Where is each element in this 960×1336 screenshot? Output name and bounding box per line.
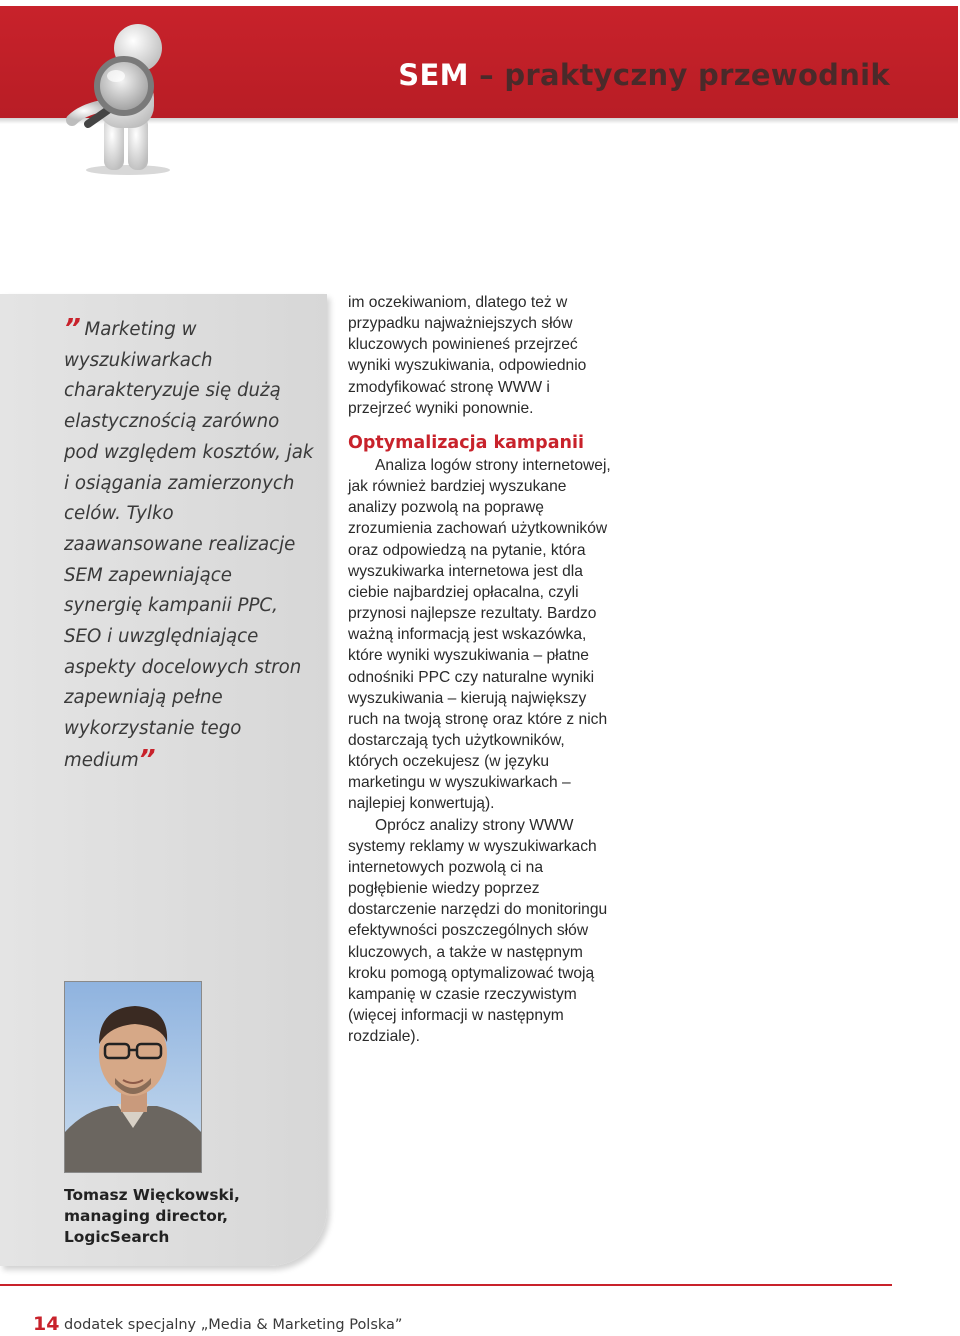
quote-open-icon: ” (64, 314, 79, 344)
quote-close-icon: ” (138, 744, 154, 775)
section-heading: Optymalizacja kampanii (348, 432, 584, 453)
author-photo (64, 981, 202, 1173)
footer-publication: dodatek specjalny „Media & Marketing Polska” (64, 1317, 403, 1333)
footer-divider (0, 1284, 892, 1286)
magnifier-figure-icon (58, 18, 198, 178)
article-paragraph-2: Oprócz analizy strony WWW systemy reklamy w wyszukiwarkach internetowych pozwolą ci na pogłębienie wiedzy poprzez dostarczenie narzędzi do monitoringu efektywności poszczególnych słów kluczowych, a także w następnym kroku pomogą optymalizować twoją kampanię w czasie rzeczywistym (więcej informacji w następnym rozdziale). (348, 816, 608, 1046)
author-role: managing director, (64, 1207, 228, 1225)
page-number: 14 (33, 1313, 60, 1335)
title-dash: – (468, 58, 505, 92)
pull-quote-text: Marketing w wyszukiwarkach charakteryzuje się dużą elastycznością zarówno pod względem kosztów, jak i osiągania zamierzonych celów. Tylko zaawansowane realizacje SEM zapewniające synergię kampanii PPC, SEO i uwzględniające aspekty docelowych stron zapewniają pełne wykorzystanie tego medium (64, 319, 314, 771)
pull-quote (64, 314, 314, 777)
author-caption (64, 1185, 304, 1248)
article-column (348, 292, 613, 1047)
author-company: LogicSearch (64, 1228, 170, 1246)
author-name: Tomasz Więckowski, (64, 1186, 240, 1204)
title-prefix: SEM (398, 58, 469, 92)
page-title (398, 58, 890, 92)
title-rest: praktyczny przewodnik (504, 58, 890, 92)
article-paragraph: Analiza logów strony internetowej, jak również bardziej wyszukane analizy pozwolą na poprawę zrozumienia zachowań użytkowników oraz odpowiedzą na pytanie, która wyszukiwarka internetowa jest dla ciebie najbardziej opłacalna, czyli przynosi najlepsze rezultaty. Bardzo ważną informacją jest wskazówka, które wyniki wyszukiwania – płatne odnośniki PPC czy naturalne wyniki wyszukiwania – kierują największy ruch na twoją stronę oraz które z nich dostarczają tych użytkowników, których oczekujesz (w języku marketingu w wyszukiwarkach – najlepiej konwertują). (348, 456, 611, 813)
intro-paragraph: im oczekiwaniom, dlatego też w przypadku najważniejszych słów kluczowych powinieneś przejrzeć wyniki wyszukiwania, odpowiednio zmodyfikować stronę WWW i przejrzeć wyniki ponownie. (348, 294, 587, 417)
